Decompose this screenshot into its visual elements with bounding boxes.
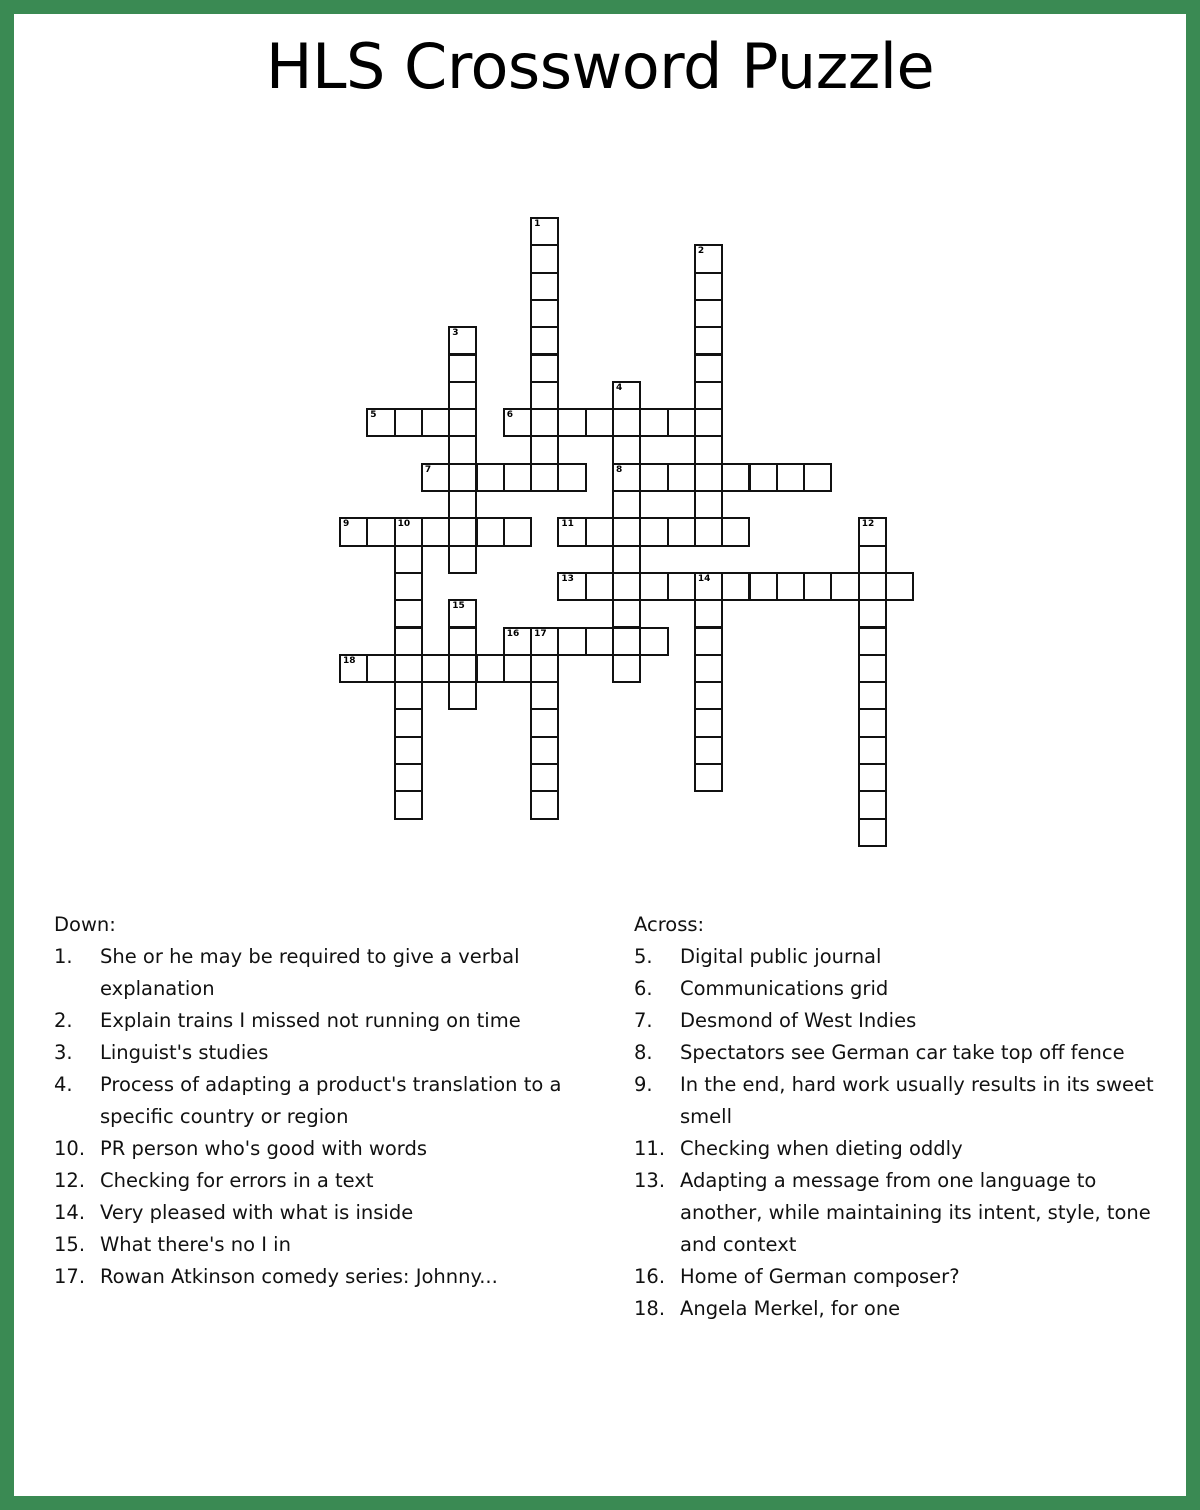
grid-cell[interactable]: [366, 517, 395, 546]
clue-item: [634, 1261, 1154, 1293]
grid-cell[interactable]: [858, 599, 887, 628]
grid-cell[interactable]: [394, 681, 423, 710]
grid-cell-numbered[interactable]: [503, 627, 532, 656]
grid-cell-numbered[interactable]: [503, 408, 532, 437]
grid-cell-numbered[interactable]: [394, 517, 423, 546]
clue-text: Checking when dieting oddly: [680, 1137, 963, 1160]
grid-cell[interactable]: [530, 681, 559, 710]
grid-cell[interactable]: [530, 272, 559, 301]
cell-number: 13: [561, 573, 574, 584]
clue-number: 1.: [54, 945, 73, 968]
clue-text: Angela Merkel, for one: [680, 1297, 901, 1320]
grid-cell[interactable]: [585, 627, 614, 656]
clue-text: Checking for errors in a text: [100, 1169, 374, 1192]
clue-text: Process of adapting a product's translation to a specific country or region: [100, 1073, 562, 1128]
grid-cell[interactable]: [612, 599, 641, 628]
clue-number: 14.: [54, 1201, 86, 1224]
clue-text: Explain trains I missed not running on time: [100, 1009, 521, 1032]
cell-number: 9: [343, 519, 350, 530]
clue-text: Linguist's studies: [100, 1041, 269, 1064]
page-inner: [14, 14, 1186, 1496]
grid-cell[interactable]: [694, 354, 723, 383]
clue-item: [54, 1005, 584, 1037]
clue-text: Adapting a message from one language to another, while maintaining its intent, style, tone and context: [680, 1169, 1151, 1256]
grid-cell[interactable]: [612, 435, 641, 464]
grid-cell[interactable]: [448, 627, 477, 656]
grid-cell[interactable]: [694, 272, 723, 301]
cell-number: 5: [370, 410, 377, 421]
grid-cell[interactable]: [858, 736, 887, 765]
grid-cell[interactable]: [394, 654, 423, 683]
clue-number: 6.: [634, 977, 653, 1000]
grid-cell[interactable]: [530, 736, 559, 765]
grid-cell[interactable]: [612, 545, 641, 574]
grid-cell[interactable]: [448, 545, 477, 574]
clue-item: [54, 1165, 584, 1197]
across-clue-list: [634, 941, 1154, 1325]
grid-cell[interactable]: [694, 381, 723, 410]
grid-cell[interactable]: [421, 408, 450, 437]
cell-number: 4: [616, 382, 623, 393]
grid-cell[interactable]: [694, 599, 723, 628]
grid-cell[interactable]: [421, 654, 450, 683]
clue-number: 17.: [54, 1265, 86, 1288]
cell-number: 7: [424, 464, 432, 475]
grid-cell[interactable]: [557, 463, 586, 492]
grid-cell[interactable]: [394, 408, 423, 437]
cell-number: 17: [534, 628, 547, 639]
grid-cell[interactable]: [721, 572, 750, 601]
clue-item: [54, 1069, 584, 1133]
down-clue-list: [54, 941, 584, 1293]
grid-cell[interactable]: [530, 654, 559, 683]
grid-cell[interactable]: [694, 763, 723, 792]
grid-cell-numbered[interactable]: [448, 599, 477, 628]
grid-cell[interactable]: [830, 572, 859, 601]
grid-cell[interactable]: [612, 572, 641, 601]
cell-number: 1: [534, 219, 541, 229]
grid-cell[interactable]: [394, 708, 423, 737]
grid-cell[interactable]: [448, 354, 477, 383]
grid-cell[interactable]: [366, 654, 395, 683]
grid-cell[interactable]: [530, 790, 559, 819]
clue-text: Rowan Atkinson comedy series: Johnny...: [100, 1265, 498, 1288]
clue-item: [54, 1229, 584, 1261]
grid-cell[interactable]: [448, 490, 477, 519]
grid-cell-numbered[interactable]: [858, 517, 887, 546]
across-clues-column: [634, 909, 1154, 1325]
clue-number: 8.: [634, 1041, 653, 1064]
grid-cell[interactable]: [694, 299, 723, 328]
grid-cell[interactable]: [530, 354, 559, 383]
clue-number: 10.: [54, 1137, 86, 1160]
clue-text: Desmond of West Indies: [680, 1009, 917, 1032]
clue-text: Digital public journal: [680, 945, 882, 968]
clue-number: 9.: [634, 1073, 653, 1096]
grid-cell-numbered[interactable]: [421, 463, 450, 492]
down-clues-heading: Down:: [54, 913, 116, 936]
cell-number: 10: [397, 519, 411, 530]
grid-cell[interactable]: [639, 517, 668, 546]
grid-cell[interactable]: [639, 463, 668, 492]
clue-item: [54, 1261, 584, 1293]
grid-cell[interactable]: [721, 463, 750, 492]
grid-cell[interactable]: [667, 572, 696, 601]
grid-cell[interactable]: [476, 517, 505, 546]
clue-item: [634, 973, 1154, 1005]
clue-number: 4.: [54, 1073, 73, 1096]
clue-number: 11.: [634, 1137, 666, 1160]
grid-cell[interactable]: [776, 572, 805, 601]
grid-cell[interactable]: [858, 572, 887, 601]
grid-cell[interactable]: [776, 463, 805, 492]
grid-cell[interactable]: [694, 463, 723, 492]
cell-number: 6: [506, 410, 514, 421]
grid-cell[interactable]: [448, 654, 477, 683]
grid-cell[interactable]: [530, 326, 559, 355]
grid-cell-numbered[interactable]: [530, 627, 559, 656]
grid-cell-numbered[interactable]: [339, 654, 368, 683]
grid-cell[interactable]: [530, 244, 559, 273]
clue-item: [634, 1037, 1154, 1069]
clue-number: 5.: [634, 945, 653, 968]
grid-cell[interactable]: [803, 572, 832, 601]
grid-cell[interactable]: [803, 463, 832, 492]
grid-cell[interactable]: [639, 408, 668, 437]
grid-cell[interactable]: [503, 654, 532, 683]
grid-cell[interactable]: [612, 517, 641, 546]
cell-number: 2: [697, 246, 705, 257]
grid-cell-numbered[interactable]: [448, 326, 477, 355]
grid-cell[interactable]: [557, 627, 586, 656]
grid-cell[interactable]: [585, 408, 614, 437]
clue-item: [54, 1133, 584, 1165]
grid-cell[interactable]: [448, 681, 477, 710]
grid-cell[interactable]: [858, 681, 887, 710]
grid-cell[interactable]: [694, 326, 723, 355]
clue-text: What there's no I in: [100, 1233, 291, 1256]
clue-item: [634, 1293, 1154, 1325]
grid-cell[interactable]: [394, 736, 423, 765]
grid-cell[interactable]: [858, 627, 887, 656]
grid-cell[interactable]: [612, 408, 641, 437]
grid-cell[interactable]: [694, 654, 723, 683]
clue-item: [54, 1037, 584, 1069]
clues-section: [14, 909, 1186, 1399]
grid-cell[interactable]: [448, 517, 477, 546]
grid-cell[interactable]: [557, 408, 586, 437]
grid-cell-numbered[interactable]: [694, 572, 723, 601]
grid-cell[interactable]: [667, 408, 696, 437]
grid-cell[interactable]: [858, 708, 887, 737]
grid-cell[interactable]: [530, 408, 559, 437]
cell-number: 14: [697, 573, 711, 584]
grid-cell[interactable]: [858, 545, 887, 574]
clue-item: [54, 1197, 584, 1229]
grid-cell[interactable]: [694, 435, 723, 464]
grid-cell[interactable]: [858, 763, 887, 792]
grid-cell[interactable]: [858, 818, 887, 847]
grid-cell[interactable]: [448, 381, 477, 410]
clue-text: She or he may be required to give a verbal explanation: [100, 945, 520, 1000]
grid-cell[interactable]: [639, 572, 668, 601]
grid-cell[interactable]: [530, 763, 559, 792]
grid-cell[interactable]: [694, 408, 723, 437]
grid-cell[interactable]: [694, 708, 723, 737]
grid-cell[interactable]: [421, 517, 450, 546]
cell-number: 15: [452, 601, 465, 612]
grid-cell[interactable]: [394, 790, 423, 819]
grid-cell[interactable]: [503, 517, 532, 546]
clue-item: [634, 1133, 1154, 1165]
grid-cell[interactable]: [667, 517, 696, 546]
cell-number: 3: [452, 328, 459, 339]
clue-number: 7.: [634, 1009, 653, 1032]
grid-cell[interactable]: [694, 517, 723, 546]
down-clues-column: [54, 909, 584, 1293]
grid-cell-numbered[interactable]: [339, 517, 368, 546]
grid-cell[interactable]: [694, 627, 723, 656]
cell-number: 11: [561, 519, 574, 530]
grid-cell-numbered[interactable]: [366, 408, 395, 437]
clue-text: Spectators see German car take top off fence: [680, 1041, 1125, 1064]
clue-text: Home of German composer?: [680, 1265, 960, 1288]
grid-cell[interactable]: [530, 463, 559, 492]
grid-cell[interactable]: [885, 572, 914, 601]
grid-cell[interactable]: [858, 654, 887, 683]
grid-cell[interactable]: [448, 408, 477, 437]
grid-cell[interactable]: [530, 381, 559, 410]
clue-text: PR person who's good with words: [100, 1137, 427, 1160]
grid-cell[interactable]: [530, 299, 559, 328]
grid-cell[interactable]: [585, 572, 614, 601]
grid-cell[interactable]: [858, 790, 887, 819]
grid-cell[interactable]: [476, 654, 505, 683]
grid-cell[interactable]: [612, 490, 641, 519]
grid-cell[interactable]: [721, 517, 750, 546]
grid-cell[interactable]: [394, 627, 423, 656]
clue-number: 3.: [54, 1041, 73, 1064]
clue-number: 13.: [634, 1169, 666, 1192]
clue-number: 15.: [54, 1233, 86, 1256]
grid-cell[interactable]: [694, 490, 723, 519]
clue-number: 12.: [54, 1169, 86, 1192]
clue-item: [634, 1165, 1154, 1261]
grid-cell[interactable]: [448, 463, 477, 492]
clue-text: Communications grid: [680, 977, 889, 1000]
clue-item: [634, 1069, 1154, 1133]
grid-cell[interactable]: [694, 736, 723, 765]
grid-cell[interactable]: [585, 517, 614, 546]
page-title: HLS Crossword Puzzle: [265, 30, 935, 103]
grid-cell-numbered[interactable]: [694, 244, 723, 273]
clue-item: [634, 1005, 1154, 1037]
grid-cell[interactable]: [749, 463, 778, 492]
cell-number: 18: [343, 655, 356, 666]
grid-cell[interactable]: [394, 599, 423, 628]
grid-cell-numbered[interactable]: [612, 381, 641, 410]
grid-cell[interactable]: [639, 627, 668, 656]
cell-number: 12: [861, 519, 875, 530]
clue-item: [54, 941, 584, 1005]
clue-number: 18.: [634, 1297, 666, 1320]
grid-cell[interactable]: [394, 763, 423, 792]
grid-cell[interactable]: [530, 435, 559, 464]
clue-item: [634, 941, 1154, 973]
grid-cell[interactable]: [694, 681, 723, 710]
grid-cell[interactable]: [394, 572, 423, 601]
grid-cell[interactable]: [394, 545, 423, 574]
crossword-grid[interactable]: [325, 203, 905, 833]
grid-cell[interactable]: [612, 627, 641, 656]
grid-cell-numbered[interactable]: [557, 517, 586, 546]
cell-number: 8: [616, 464, 623, 475]
grid-cell-numbered[interactable]: [557, 572, 586, 601]
grid-cell-numbered[interactable]: [612, 463, 641, 492]
grid-cell[interactable]: [749, 572, 778, 601]
clue-number: 2.: [54, 1009, 73, 1032]
grid-cell-numbered[interactable]: [530, 217, 559, 246]
grid-cell[interactable]: [503, 463, 532, 492]
clue-number: 16.: [634, 1265, 666, 1288]
grid-cell[interactable]: [667, 463, 696, 492]
grid-cell[interactable]: [612, 654, 641, 683]
clue-text: Very pleased with what is inside: [100, 1201, 414, 1224]
clue-text: In the end, hard work usually results in its sweet smell: [680, 1073, 1154, 1128]
grid-cell[interactable]: [448, 435, 477, 464]
cell-number: 16: [506, 628, 520, 639]
across-clues-heading: Across:: [634, 913, 705, 936]
grid-cell[interactable]: [476, 463, 505, 492]
grid-cell[interactable]: [530, 708, 559, 737]
